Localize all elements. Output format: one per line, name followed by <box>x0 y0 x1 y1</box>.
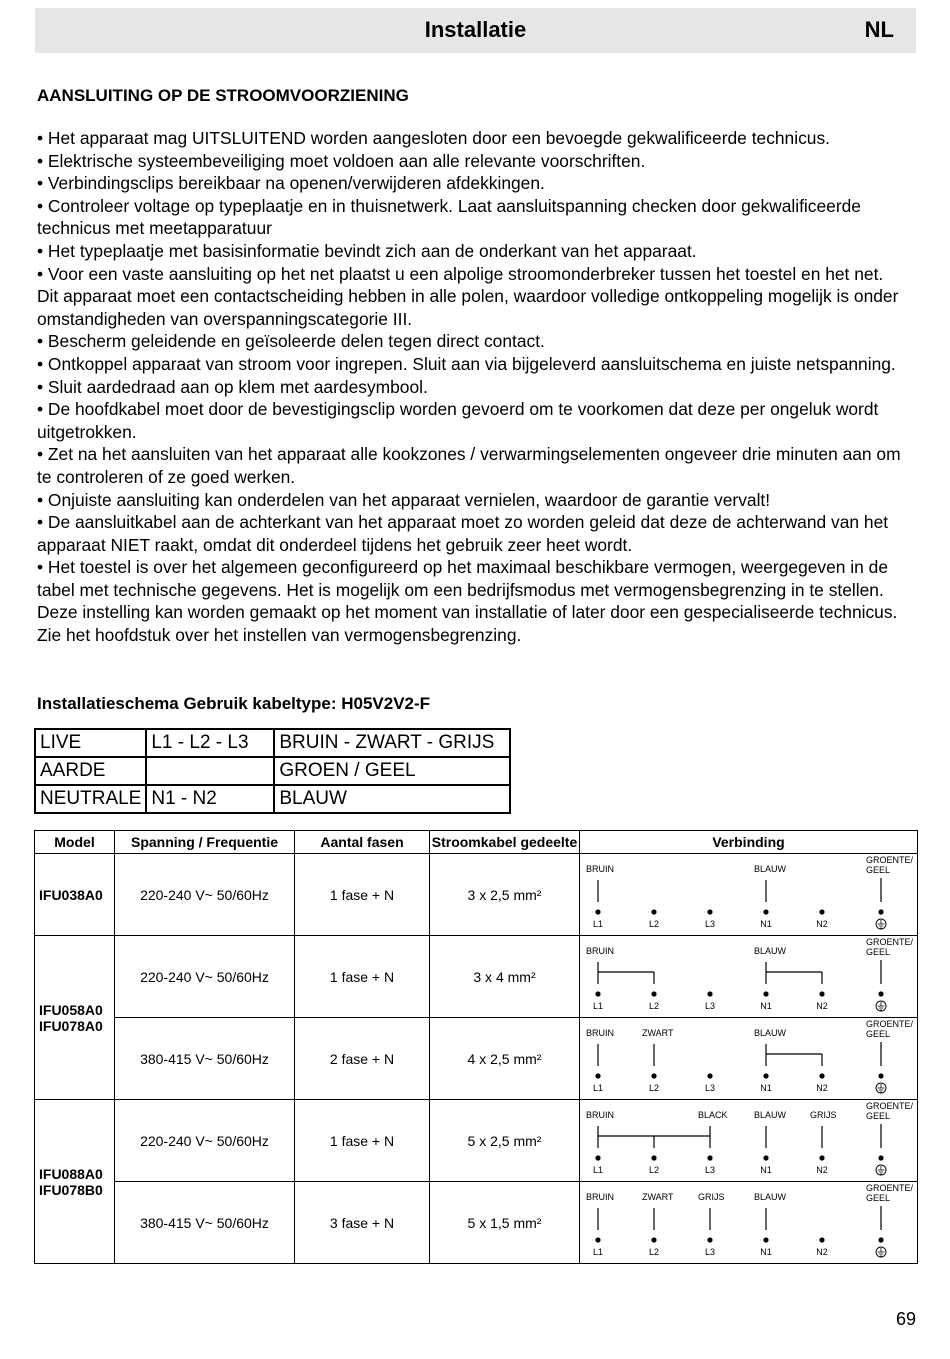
terminal-label: L2 <box>648 1247 660 1257</box>
page-header <box>35 8 916 53</box>
terminal-label: L3 <box>704 919 716 929</box>
table-row <box>35 936 918 1018</box>
cable-cell: 5 x 1,5 mm² <box>430 1182 580 1264</box>
bullet-item: • De hoofdkabel moet door de bevestigingsclip worden gevoerd om te voorkomen dat deze per ongeluk wordt uitgetrokken. <box>37 399 879 442</box>
terminal-dot <box>878 1237 883 1242</box>
terminal-label: L1 <box>592 919 604 929</box>
table-row <box>35 785 510 813</box>
bullet-item: • Voor een vaste aansluiting op het net plaatst u een alpolige stroomonderbreker tussen het toestel en het net. Dit apparaat moet een contactscheiding hebben in alle polen, waardoor volledige ontkoppeling mogelijk is onder omstandigheden van overspanningscategorie III. <box>37 263 899 329</box>
table-cell <box>146 757 274 785</box>
phases-cell: 1 fase + N <box>295 854 430 936</box>
terminal-label: L2 <box>648 1083 660 1093</box>
terminal-label: L3 <box>704 1247 716 1257</box>
terminal-dot <box>595 991 600 996</box>
wire-label: BLACK <box>698 1110 728 1120</box>
terminal-label: N2 <box>816 919 828 929</box>
terminal-dot <box>707 1237 712 1242</box>
terminal-dot <box>878 909 883 914</box>
terminal-dot <box>651 909 656 914</box>
terminal-dot <box>763 1237 768 1242</box>
terminal-dot <box>707 1073 712 1078</box>
wire-label: BLAUW <box>754 1110 787 1120</box>
model-cell <box>35 936 115 1100</box>
terminal-dot <box>819 1237 824 1242</box>
terminal-label: N2 <box>816 1247 828 1257</box>
terminal-label: L3 <box>704 1165 716 1175</box>
earth-label: GROENTE/ <box>866 1101 914 1111</box>
bullet-item: • Elektrische systeembeveiliging moet voldoen aan alle relevante voorschriften. <box>37 150 646 171</box>
spec-table <box>34 830 918 1264</box>
table-cell: AARDE <box>35 757 146 785</box>
terminal-label: L1 <box>592 1165 604 1175</box>
voltage-cell: 380-415 V~ 50/60Hz <box>115 1182 295 1264</box>
cable-cell: 5 x 2,5 mm² <box>430 1100 580 1182</box>
earth-symbol <box>878 1248 885 1256</box>
model-name: IFU078B0 <box>39 1181 103 1198</box>
bullet-item: • Het apparaat mag UITSLUITEND worden aangesloten door een bevoegde gekwalificeerde technicus. <box>37 128 830 148</box>
terminal-label: L3 <box>704 1083 716 1093</box>
table-cell: N1 - N2 <box>146 785 274 813</box>
table-cell: BRUIN - ZWART - GRIJS <box>274 729 510 757</box>
earth-label: GROENTE/ <box>866 855 914 865</box>
voltage-cell: 220-240 V~ 50/60Hz <box>115 854 295 936</box>
terminal-dot <box>878 991 883 996</box>
terminal-label: N2 <box>816 1001 828 1011</box>
voltage-cell: 380-415 V~ 50/60Hz <box>115 1018 295 1100</box>
page-title: Installatie <box>424 17 527 42</box>
connection-diagram <box>580 1018 918 1100</box>
wire-label: BLAUW <box>754 946 787 956</box>
terminal-label: N1 <box>760 1083 772 1093</box>
terminal-dot <box>707 991 712 996</box>
terminal-dot <box>763 1073 768 1078</box>
terminal-dot <box>651 991 656 996</box>
cable-cell: 3 x 2,5 mm² <box>430 854 580 936</box>
earth-symbol <box>878 1166 885 1174</box>
terminal-label: N1 <box>760 1165 772 1175</box>
earth-symbol <box>878 1084 885 1092</box>
cable-cell: 3 x 4 mm² <box>430 936 580 1018</box>
terminal-dot <box>595 909 600 914</box>
model-name: IFU088A0 <box>39 1165 103 1182</box>
schema-title: Installatieschema Gebruik kabeltype: H05V2V2-F <box>37 694 431 713</box>
model-cell <box>35 854 115 936</box>
terminal-label: L1 <box>592 1247 604 1257</box>
page-number: 69 <box>895 1309 916 1329</box>
terminal-label: L2 <box>648 1001 660 1011</box>
model-name: IFU078A0 <box>39 1017 103 1034</box>
earth-label: GEEL <box>866 1111 891 1121</box>
earth-label: GROENTE/ <box>866 1183 914 1193</box>
bullet-item: • Verbindingsclips bereikbaar na openen/verwijderen afdekkingen. <box>37 173 545 194</box>
table-row <box>35 1100 918 1182</box>
bullet-item: • De aansluitkabel aan de achterkant van het apparaat moet zo worden geleid dat deze de achterwand van het apparaat NIET raakt, omdat dit onderdeel tijdens het gebruik zeer heet wordt. <box>37 512 889 555</box>
wire-label: ZWART <box>642 1028 674 1038</box>
terminal-label: N1 <box>760 1001 772 1011</box>
voltage-cell: 220-240 V~ 50/60Hz <box>115 936 295 1018</box>
terminal-label: N2 <box>816 1083 828 1093</box>
earth-label: GEEL <box>866 1029 891 1039</box>
wire-label: BRUIN <box>586 946 615 956</box>
phases-cell: 1 fase + N <box>295 1100 430 1182</box>
wire-label: BLAUW <box>754 864 787 874</box>
terminal-dot <box>707 1155 712 1160</box>
wiring-svg <box>580 936 916 1017</box>
table-cell: L1 - L2 - L3 <box>146 729 274 757</box>
column-header: Verbinding <box>580 831 918 854</box>
table-row <box>35 757 510 785</box>
terminal-label: L3 <box>704 1001 716 1011</box>
terminal-dot <box>595 1237 600 1242</box>
table-row <box>35 729 510 757</box>
earth-label: GROENTE/ <box>866 937 914 947</box>
model-name: IFU058A0 <box>39 1001 103 1018</box>
model-cell <box>35 1100 115 1264</box>
earth-label: GROENTE/ <box>866 1019 914 1029</box>
terminal-dot <box>707 909 712 914</box>
wire-label: BRUIN <box>586 1110 615 1120</box>
connection-diagram <box>580 1182 918 1264</box>
wire-label: GRIJS <box>698 1192 725 1202</box>
table-header-row <box>35 831 918 854</box>
wiring-svg <box>580 1182 916 1263</box>
connection-diagram <box>580 936 918 1018</box>
terminal-label: N1 <box>760 919 772 929</box>
column-header: Spanning / Frequentie <box>115 831 295 854</box>
bullet-item: • Controleer voltage op typeplaatje en in thuisnetwerk. Laat aansluitspanning checken door gekwalificeerde technicus met meetapparatuur <box>37 195 861 239</box>
terminal-dot <box>878 1155 883 1160</box>
earth-label: GEEL <box>866 865 891 875</box>
terminal-label: L1 <box>592 1001 604 1011</box>
bullet-item: • Zet na het aansluiten van het apparaat alle kookzones / verwarmingselementen ongeveer drie minuten aan om te controleren of ze goed werken. <box>37 444 901 487</box>
terminal-dot <box>763 991 768 996</box>
earth-symbol <box>878 1002 885 1010</box>
terminal-dot <box>651 1155 656 1160</box>
table-cell: NEUTRALE <box>35 785 146 813</box>
connection-diagram <box>580 854 918 936</box>
table-row <box>35 854 918 936</box>
voltage-cell: 220-240 V~ 50/60Hz <box>115 1100 295 1182</box>
bullet-item: • Het typeplaatje met basisinformatie bevindt zich aan de onderkant van het apparaat. <box>37 240 697 261</box>
terminal-dot <box>819 991 824 996</box>
phases-cell: 3 fase + N <box>295 1182 430 1264</box>
wire-label: BRUIN <box>586 864 615 874</box>
table-row <box>35 1018 918 1100</box>
terminal-label: N2 <box>816 1165 828 1175</box>
phases-cell: 1 fase + N <box>295 936 430 1018</box>
table-cell: LIVE <box>35 729 146 757</box>
section-title: AANSLUITING OP DE STROOMVOORZIENING <box>37 86 409 105</box>
table-cell: GROEN / GEEL <box>274 757 510 785</box>
terminal-label: N1 <box>760 1247 772 1257</box>
terminal-label: L2 <box>648 1165 660 1175</box>
wire-label: GRIJS <box>810 1110 837 1120</box>
phases-cell: 2 fase + N <box>295 1018 430 1100</box>
wire-label: BRUIN <box>586 1192 615 1202</box>
terminal-dot <box>763 1155 768 1160</box>
terminal-dot <box>651 1073 656 1078</box>
terminal-dot <box>819 1073 824 1078</box>
wiring-svg <box>580 1100 916 1181</box>
terminal-dot <box>595 1155 600 1160</box>
terminal-label: L1 <box>592 1083 604 1093</box>
terminal-dot <box>878 1073 883 1078</box>
bullet-item: • Sluit aardedraad aan op klem met aardesymbool. <box>37 376 428 397</box>
instruction-list <box>37 127 907 647</box>
terminal-dot <box>763 909 768 914</box>
earth-label: GEEL <box>866 947 891 957</box>
bullet-item: • Ontkoppel apparaat van stroom voor ingrepen. Sluit aan via bijgeleverd aansluitschema en juiste netspanning. <box>37 353 896 374</box>
model-name: IFU038A0 <box>39 886 103 903</box>
earth-label: GEEL <box>866 1193 891 1203</box>
column-header: Aantal fasen <box>295 831 430 854</box>
terminal-dot <box>651 1237 656 1242</box>
column-header: Model <box>35 831 115 854</box>
wire-label: ZWART <box>642 1192 674 1202</box>
earth-symbol <box>878 920 885 928</box>
table-row <box>35 1182 918 1264</box>
bullet-item: • Onjuiste aansluiting kan onderdelen van het apparaat vernielen, waardoor de garantie vervalt! <box>37 489 771 510</box>
table-cell: BLAUW <box>274 785 510 813</box>
terminal-dot <box>819 1155 824 1160</box>
cable-color-table <box>34 728 511 814</box>
wire-label: BLAUW <box>754 1192 787 1202</box>
connection-diagram <box>580 1100 918 1182</box>
wire-label: BLAUW <box>754 1028 787 1038</box>
language-code: NL <box>864 17 894 42</box>
column-header: Stroomkabel gedeelte <box>430 831 580 854</box>
terminal-dot <box>819 909 824 914</box>
cable-cell: 4 x 2,5 mm² <box>430 1018 580 1100</box>
wiring-svg <box>580 854 916 935</box>
wire-label: BRUIN <box>586 1028 615 1038</box>
terminal-dot <box>595 1073 600 1078</box>
terminal-label: L2 <box>648 919 660 929</box>
bullet-item: • Bescherm geleidende en geïsoleerde delen tegen direct contact. <box>37 331 545 352</box>
bullet-item: • Het toestel is over het algemeen geconfigureerd op het maximaal beschikbare vermogen, weergegeven in de tabel met technische gegevens. Het is mogelijk om een bedrijfsmodus met vermogensbegrenzing in te stellen. Deze instelling kan worden gemaakt op het moment van installatie of later door een gespecialiseerde technicus. Zie het hoofdstuk over het instellen van vermogensbegrenzing. <box>37 557 898 646</box>
wiring-svg <box>580 1018 916 1099</box>
